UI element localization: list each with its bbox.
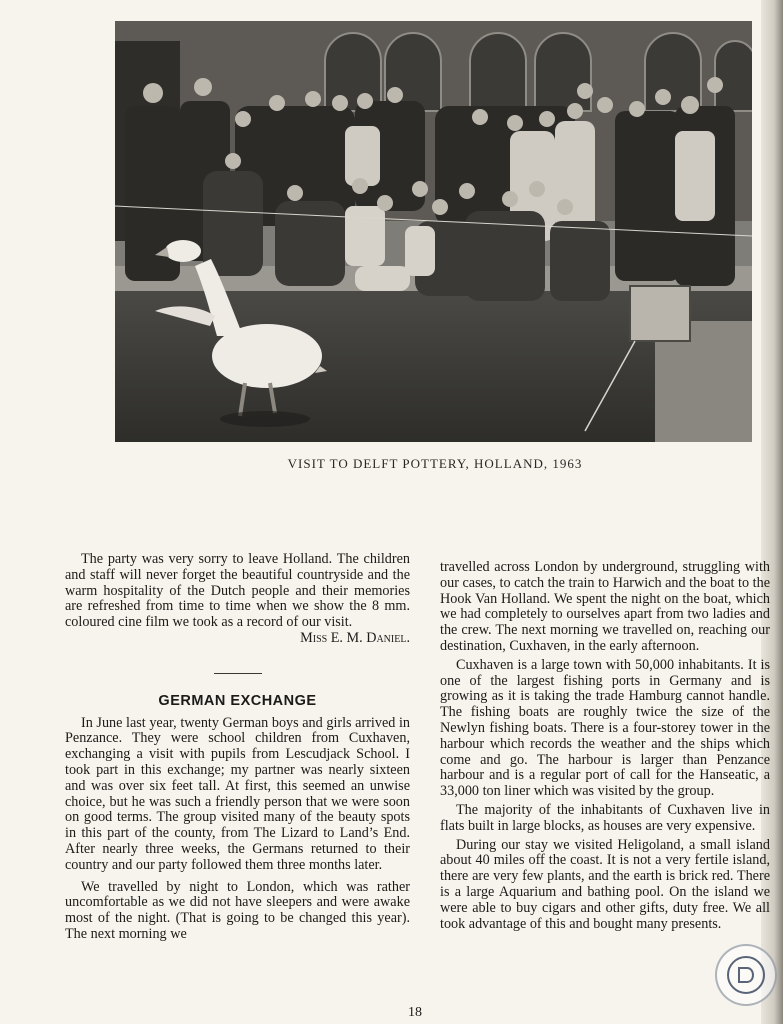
- section-title: GERMAN EXCHANGE: [158, 692, 317, 709]
- exchange-paragraph: In June last year, twenty German boys and girls arrived in Penzance. They were school children from Cuxhaven, exchanging a visit with pupils from Lescudjack School. I took part in this exchange; my partner was nearly sixteen and was over six feet tall. At first, this seemed an unwise choice, but he was such a friendly person that we were soon on good terms. The group visited many of the beauty spots in this part of the county, from The Lizard to Land’s End. After nearly three weeks, the Germans returned to their country and our party followed them three months later.: [65, 714, 410, 873]
- page-number: 18: [408, 1005, 422, 1020]
- continued-paragraph: During our stay we visited Heligoland, a small island about 40 miles off the coast. It is not a very fertile island, there are very few plants, and the earth is brick red. There is a large Aquarium and bathing pool. On the island we were able to buy cigars and other gifts, duty free. We all took advantage of this and bought many presents.: [440, 836, 770, 932]
- watermark-icon: [717, 946, 775, 1004]
- left-column: [65, 552, 410, 943]
- author-signature: Miss E. M. Daniel.: [300, 629, 410, 646]
- photo-caption: VISIT TO DELFT POTTERY, HOLLAND, 1963: [287, 456, 583, 471]
- continued-paragraph: Cuxhaven is a large town with 50,000 inhabitants. It is one of the largest fishing ports in Germany and is growing as it is taking the trade Hamburg cannot handle. The fishing boats are roughly twice the size of the Newlyn fishing boats. There is a four-storey tower in the harbour which records the weather and the ships which come and go. The harbour is larger than Penzance harbour and is a regular port of call for the Hanseatic, a 33,000 ton liner which was visited by the group.: [440, 656, 770, 800]
- exchange-paragraph: We travelled by night to London, which was rather uncomfortable as we did not have sleepers and were awake most of the night. (That is going to be changed this year). The next morning we: [65, 878, 410, 942]
- continued-paragraph: travelled across London by underground, struggling with our cases, to catch the train to Harwich and the boat to the Hook Van Holland. We spent the night on the boat, which we had completely to ourselves apart from two ladies and the crew. The next morning we travelled on, reaching our destination, Cuxhaven, in the early afternoon.: [440, 560, 770, 654]
- watermark-stamp: [715, 944, 777, 1006]
- holland-paragraph: The party was very sorry to leave Holland. The children and staff will never forget the beautiful countryside and the warm hospitality of the Dutch people and their memories are refreshed from time to time when we show the 8 mm. coloured cine film we took as a record of our visit.: [65, 551, 410, 631]
- photo-illustration: [115, 21, 752, 442]
- right-column: [440, 560, 770, 932]
- section-divider: [214, 673, 262, 674]
- continued-paragraph: The majority of the inhabitants of Cuxhaven live in flats built in large blocks, as houses are very expensive.: [440, 801, 770, 834]
- group-photograph: [115, 21, 752, 442]
